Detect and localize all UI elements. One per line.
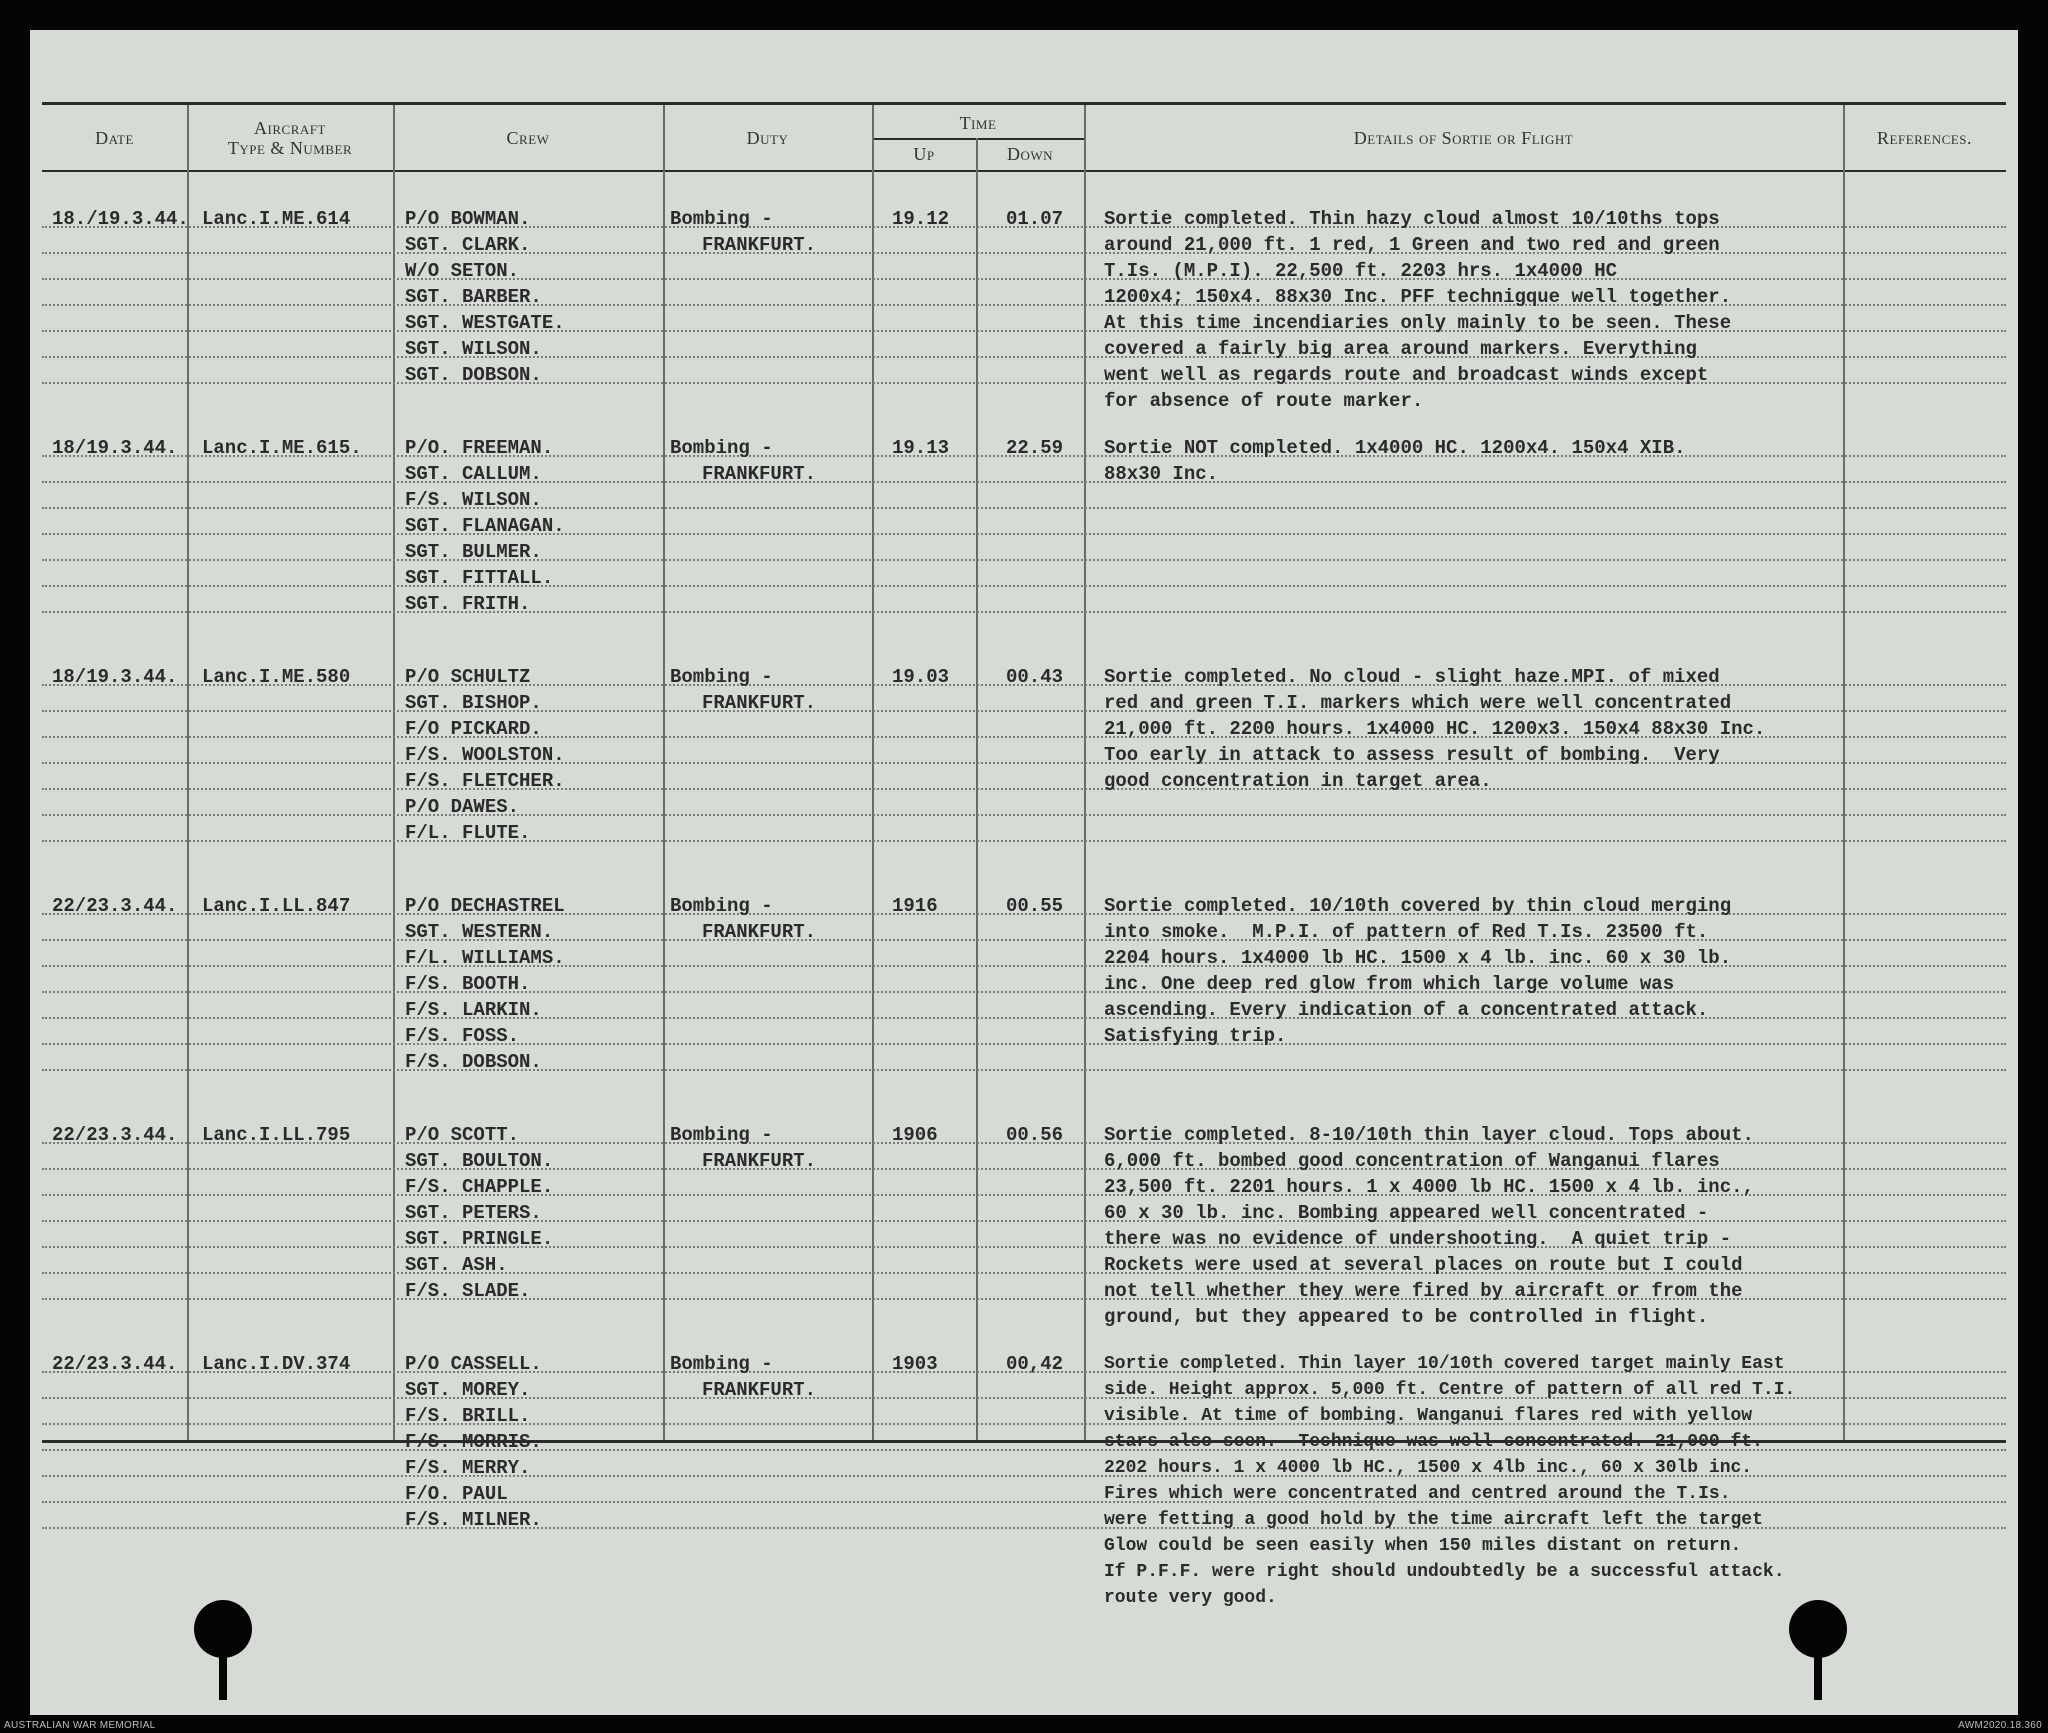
aircraft-id: Lanc.I.LL.847 [202,895,351,917]
duty-line2: FRANKFURT. [702,1150,817,1172]
crew-member: F/S. MORRIS. [405,1431,542,1453]
crew-member: F/S. LARKIN. [405,999,542,1021]
header-time: Time [959,113,997,133]
details-line: 6,000 ft. bombed good concentration of Wanganui flares [1104,1150,1720,1172]
details-line: around 21,000 ft. 1 red, 1 Green and two red and green [1104,234,1720,256]
sortie-details [1104,1122,1754,1330]
duty-line1: Bombing - [670,208,773,230]
ruled-line [42,814,2006,816]
crew-member: F/S. BRILL. [405,1405,531,1427]
details-line: inc. One deep red glow from which large volume was [1104,973,1675,995]
crew-list [405,664,565,846]
details-line: Sortie completed. Thin hazy cloud almost 10/10ths tops [1104,208,1720,230]
details-line: side. Height approx. 5,000 ft. Centre of pattern of all red T.I. [1104,1380,1796,1400]
details-line: 2204 hours. 1x4000 lb HC. 1500 x 4 lb. inc. 60 x 30 lb. [1104,947,1732,969]
details-line: Satisfying trip. [1104,1025,1287,1047]
crew-member: P/O BOWMAN. [405,208,531,230]
ruled-line [42,507,2006,509]
details-line: At this time incendiaries only mainly to be seen. These [1104,312,1732,334]
details-line: If P.F.F. were right should undoubtedly be a successful attack. [1104,1562,1785,1582]
sortie-details [1104,435,1686,487]
footer-accession: AWM2020.18.360 [1958,1720,2042,1731]
sortie-details [1104,664,1765,794]
crew-member: SGT. CLARK. [405,234,531,256]
details-line: were fetting a good hold by the time aircraft left the target [1104,1510,1763,1530]
crew-member: SGT. BULMER. [405,541,542,563]
details-line: Glow could be seen easily when 150 miles distant on return. [1104,1536,1742,1556]
crew-member: SGT. PRINGLE. [405,1228,554,1250]
crew-member: F/S. FLETCHER. [405,770,565,792]
duty-line1: Bombing - [670,666,773,688]
sortie-details [1104,1351,1795,1611]
details-line: 60 x 30 lb. inc. Bombing appeared well concentrated - [1104,1202,1709,1224]
sortie-details [1104,206,1731,414]
sortie-date: 18/19.3.44. [52,437,178,459]
header-aircraft-line1: Aircraft [254,118,326,138]
time-down: 00.56 [1006,1124,1064,1146]
crew-member: P/O DECHASTREL [405,895,565,917]
aircraft-id: Lanc.I.ME.614 [202,208,351,230]
details-line: Too early in attack to assess result of bombing. Very [1104,744,1720,766]
crew-member: SGT. PETERS. [405,1202,542,1224]
crew-member: SGT. FLANAGAN. [405,515,565,537]
details-line: Rockets were used at several places on route but I could [1104,1254,1743,1276]
crew-member: SGT. FRITH. [405,593,531,615]
crew-member: F/S. CHAPPLE. [405,1176,554,1198]
duty-line2: FRANKFURT. [702,234,817,256]
sortie-date: 18/19.3.44. [52,666,178,688]
crew-member: P/O DAWES. [405,796,520,818]
duty-line1: Bombing - [670,1353,773,1375]
crew-member: SGT. WESTGATE. [405,312,565,334]
crew-member: F/S. SLADE. [405,1280,531,1302]
crew-member: SGT. BARBER. [405,286,542,308]
duty-line2: FRANKFURT. [702,1379,817,1401]
details-line: went well as regards route and broadcast winds except [1104,364,1709,386]
details-line: ascending. Every indication of a concentrated attack. [1104,999,1709,1021]
ruled-line [42,1069,2006,1071]
crew-member: SGT. CALLUM. [405,463,542,485]
details-line: Sortie completed. No cloud - slight haze.MPI. of mixed [1104,666,1720,688]
crew-list [405,1122,553,1304]
details-line: Sortie completed. 10/10th covered by thin cloud merging [1104,895,1732,917]
time-down: 01.07 [1006,208,1064,230]
header-references: References. [1877,128,1972,148]
details-line: not tell whether they were fired by aircraft or from the [1104,1280,1743,1302]
crew-member: W/O SETON. [405,260,520,282]
crew-member: F/L. WILLIAMS. [405,947,565,969]
duty-line1: Bombing - [670,437,773,459]
crew-member: F/S. FOSS. [405,1025,520,1047]
duty-line2: FRANKFURT. [702,921,817,943]
sortie-date: 22/23.3.44. [52,1124,178,1146]
crew-member: P/O SCOTT. [405,1124,520,1146]
crew-list [405,1351,542,1533]
crew-member: P/O. FREEMAN. [405,437,554,459]
binder-slot-right [1814,1650,1822,1700]
details-line: covered a fairly big area around markers. Everything [1104,338,1697,360]
time-down: 00.55 [1006,895,1064,917]
header-up: Up [913,144,935,164]
time-up: 1906 [892,1124,938,1146]
details-line: visible. At time of bombing. Wanganui flares red with yellow [1104,1406,1753,1426]
time-sub-rule [872,138,1084,140]
crew-list [405,206,565,388]
crew-list [405,435,565,617]
sortie-date: 22/23.3.44. [52,1353,178,1375]
header-rule [42,170,2006,172]
details-line: stars also seen. Technique was well concentrated. 21,000 ft. [1104,1432,1763,1452]
ruled-line [42,559,2006,561]
header-crew: Crew [506,128,550,148]
crew-member: F/L. FLUTE. [405,822,531,844]
details-line: Sortie NOT completed. 1x4000 HC. 1200x4. 150x4 XIB. [1104,437,1686,459]
details-line: ground, but they appeared to be controlled in flight. [1104,1306,1709,1328]
sortie-details [1104,893,1731,1049]
header-aircraft-line2: Type & Number [227,138,353,158]
aircraft-id: Lanc.I.DV.374 [202,1353,351,1375]
crew-member: F/S. WOOLSTON. [405,744,565,766]
header-details: Details of Sortie or Flight [1353,128,1574,148]
details-line: 21,000 ft. 2200 hours. 1x4000 HC. 1200x3. 150x4 88x30 Inc. [1104,718,1766,740]
crew-member: SGT. FITTALL. [405,567,554,589]
ruled-line [42,840,2006,842]
time-up: 19.03 [892,666,950,688]
details-line: there was no evidence of undershooting. A quiet trip - [1104,1228,1732,1250]
sortie-date: 18./19.3.44. [52,208,189,230]
time-up: 19.13 [892,437,950,459]
crew-member: F/S. MILNER. [405,1509,542,1531]
time-down: 00,42 [1006,1353,1064,1375]
crew-list [405,893,565,1075]
duty-line2: FRANKFURT. [702,692,817,714]
ruled-line [42,481,2006,483]
details-line: red and green T.I. markers which were well concentrated [1104,692,1732,714]
ruled-line [42,533,2006,535]
crew-member: SGT. MOREY. [405,1379,531,1401]
details-line: 23,500 ft. 2201 hours. 1 x 4000 lb HC. 1500 x 4 lb. inc., [1104,1176,1754,1198]
record-sheet [30,30,2018,1715]
details-line: for absence of route marker. [1104,390,1424,412]
sortie-date: 22/23.3.44. [52,895,178,917]
top-rule [42,102,2006,105]
crew-member: F/S. MERRY. [405,1457,531,1479]
details-line: Sortie completed. 8-10/10th thin layer cloud. Tops about. [1104,1124,1754,1146]
details-line: 88x30 Inc. [1104,463,1219,485]
aircraft-id: Lanc.I.LL.795 [202,1124,351,1146]
duty-line1: Bombing - [670,1124,773,1146]
header-date: Date [95,128,134,148]
crew-member: P/O CASSELL. [405,1353,542,1375]
binder-slot-left [219,1650,227,1700]
details-line: T.Is. (M.P.I). 22,500 ft. 2203 hrs. 1x4000 HC [1104,260,1618,282]
details-line: 2202 hours. 1 x 4000 lb HC., 1500 x 4lb inc., 60 x 30lb inc. [1104,1458,1753,1478]
time-up: 19.12 [892,208,950,230]
crew-member: F/O. PAUL [405,1483,508,1505]
crew-member: SGT. WESTERN. [405,921,554,943]
details-line: Sortie completed. Thin layer 10/10th covered target mainly East [1104,1354,1785,1374]
duty-line1: Bombing - [670,895,773,917]
aircraft-id: Lanc.I.ME.580 [202,666,351,688]
footer-credit: AUSTRALIAN WAR MEMORIAL [4,1720,156,1731]
details-line: good concentration in target area. [1104,770,1492,792]
crew-member: P/O SCHULTZ [405,666,531,688]
time-up: 1916 [892,895,938,917]
header-duty: Duty [746,128,789,148]
time-down: 00.43 [1006,666,1064,688]
time-down: 22.59 [1006,437,1064,459]
duty-line2: FRANKFURT. [702,463,817,485]
header-down: Down [1006,144,1054,164]
ruled-line [42,585,2006,587]
crew-member: SGT. WILSON. [405,338,542,360]
details-line: 1200x4; 150x4. 88x30 Inc. PFF technigque well together. [1104,286,1732,308]
aircraft-id: Lanc.I.ME.615. [202,437,362,459]
details-line: route very good. [1104,1588,1277,1608]
crew-member: SGT. DOBSON. [405,364,542,386]
crew-member: SGT. BISHOP. [405,692,542,714]
crew-member: F/S. DOBSON. [405,1051,542,1073]
ruled-line [42,611,2006,613]
details-line: Fires which were concentrated and centred around the T.Is. [1104,1484,1731,1504]
crew-member: SGT. BOULTON. [405,1150,554,1172]
crew-member: F/S. BOOTH. [405,973,531,995]
details-line: into smoke. M.P.I. of pattern of Red T.Is. 23500 ft. [1104,921,1709,943]
crew-member: F/S. WILSON. [405,489,542,511]
time-up: 1903 [892,1353,938,1375]
crew-member: F/O PICKARD. [405,718,542,740]
crew-member: SGT. ASH. [405,1254,508,1276]
